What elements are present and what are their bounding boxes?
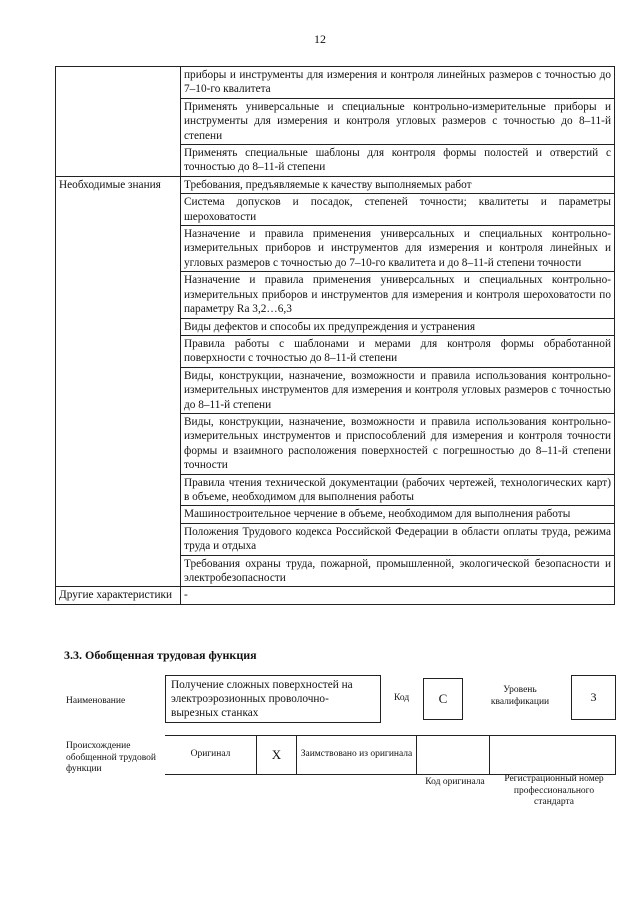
table-row <box>56 587 615 604</box>
reg-number-cell <box>490 736 614 774</box>
origin-row <box>165 735 616 775</box>
item-cell: Применять универсальные и специальные контрольно-измерительные приборы и инструменты для измерения и контроля угловых размеров с точностью до 8–11-й степени <box>181 98 615 144</box>
code-original-cell <box>417 736 490 774</box>
item-cell: Правила чтения технической документации (рабочих чертежей, технологических карт) в объеме, необходимом для выполнения работы <box>181 474 615 506</box>
original-label: Оригинал <box>165 736 257 774</box>
table-row <box>56 176 615 193</box>
item-cell: - <box>181 587 615 604</box>
level-label: Уровень квалификации <box>490 685 550 707</box>
item-cell: Требования, предъявляемые к качеству выполняемых работ <box>181 176 615 193</box>
table-row <box>56 67 615 99</box>
category-cell <box>56 67 181 177</box>
item-cell: Положения Трудового кодекса Российской Федерации в области оплаты труда, режима труда и отдыха <box>181 523 615 555</box>
item-cell: Правила работы с шаблонами и мерами для контроля формы обработанной поверхности с точностью до 8–11-й степени <box>181 335 615 367</box>
item-cell: Применять специальные шаблоны для контроля формы полостей и отверстий с точностью до 8–11-й степени <box>181 145 615 177</box>
origin-label: Происхождение обобщенной трудовой функции <box>66 741 156 774</box>
borrowed-label: Заимствовано из оригинала <box>297 736 417 774</box>
item-cell: Система допусков и посадок, степеней точности; квалитеты и параметры шероховатости <box>181 194 615 226</box>
item-cell: Виды, конструкции, назначение, возможности и правила использования контрольно-измерительных инструментов и приспособлений для измерения и контроля точности формы и взаимного расположения поверхностей с погрешностью до 8–11-й степени точности <box>181 413 615 474</box>
level-value: 3 <box>571 675 616 720</box>
section-heading: 3.3. Обобщенная трудовая функция <box>64 648 257 662</box>
original-mark: Х <box>257 736 297 774</box>
category-cell: Другие характеристики <box>56 587 181 604</box>
name-label: Наименование <box>66 696 126 706</box>
item-cell: Назначение и правила применения универсальных и специальных контрольно-измерительных приборов и инструментов для измерения и контроля шероховатости по параметру Ra 3,2…6,3 <box>181 272 615 318</box>
code-label: Код <box>394 693 410 703</box>
item-cell: приборы и инструменты для измерения и контроля линейных размеров с точностью до 7–10-го квалитета <box>181 67 615 99</box>
item-cell: Виды дефектов и способы их предупреждения и устранения <box>181 318 615 335</box>
name-value: Получение сложных поверхностей на электроэрозионных проволочно-вырезных станках <box>165 675 381 723</box>
requirements-table <box>55 66 615 605</box>
item-cell: Виды, конструкции, назначение, возможности и правила использования контрольно-измерительных инструментов для измерения и контроля угловых размеров с точностью до 8–11-й степени <box>181 367 615 413</box>
code-value: С <box>423 678 463 720</box>
item-cell: Машиностроительное черчение в объеме, необходимом для выполнения работы <box>181 506 615 523</box>
category-cell: Необходимые знания <box>56 176 181 587</box>
item-cell: Назначение и правила применения универсальных и специальных контрольно-измерительных приборов и инструментов для измерения и контроля линейных и угловых размеров с точностью до 7–10-го квалитета и до 8–11-й степени точности <box>181 226 615 272</box>
item-cell: Требования охраны труда, пожарной, промышленной, экологической безопасности и электробезопасности <box>181 555 615 587</box>
page-number: 12 <box>314 32 326 46</box>
code-original-label: Код оригинала <box>425 777 485 787</box>
reg-number-label: Регистрационный номер профессионального стандарта <box>504 774 604 807</box>
